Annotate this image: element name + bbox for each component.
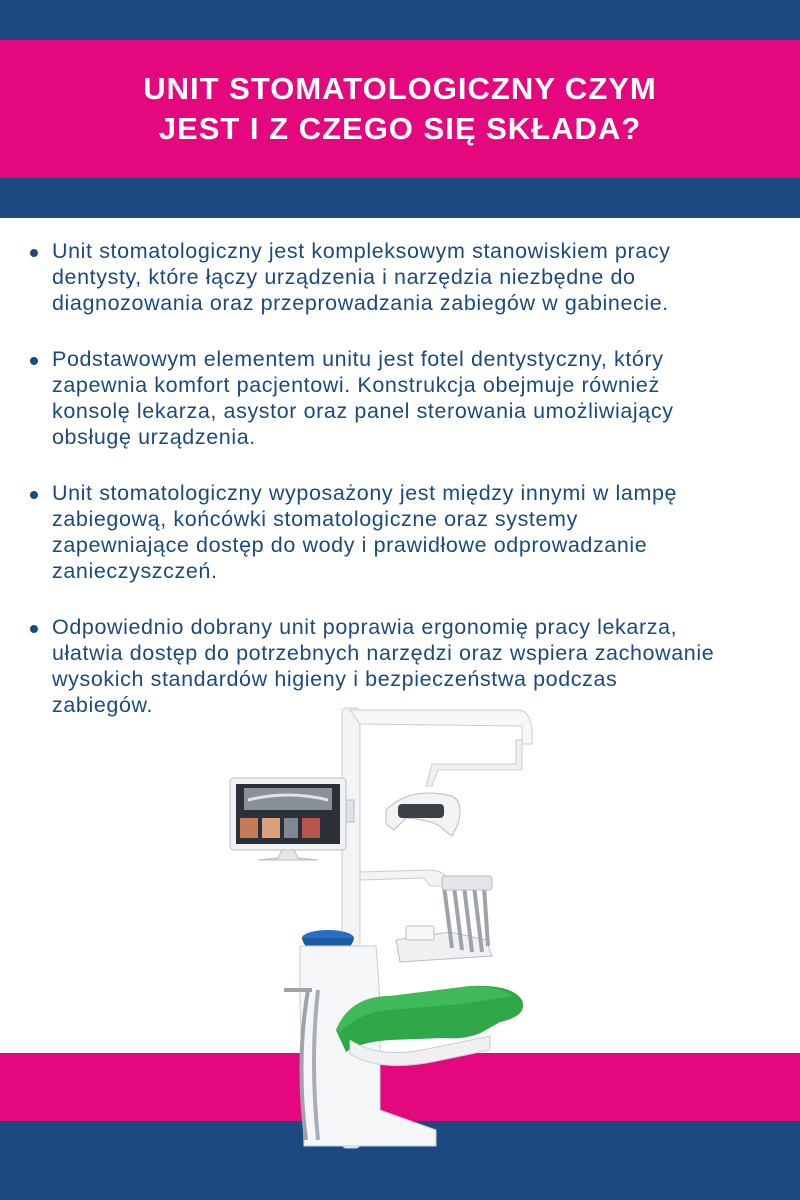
bullet-dot-icon [30,357,38,365]
dental-unit-illustration [200,700,540,1160]
monitor-mount [346,800,354,822]
bullet-dot-icon [30,491,38,499]
bullet-item [28,480,798,584]
handpieces-icon [396,876,492,962]
dental-lamp-icon [386,793,460,836]
bullet-list [28,238,798,748]
bullet-text: Podstawowym elementem unitu jest fotel dentystyczny, który zapewnia komfort pacjentowi. Konstrukcja obejmuje również konsolę lekarza, asystor oraz panel sterowania umożliwiający obsługę urządzenia. [52,347,674,449]
bullet-item [28,346,798,450]
lamp-arm [350,710,532,744]
bullet-dot-icon [30,249,38,257]
page-title-line-1: UNIT STOMATOLOGICZNY CZYM [143,71,657,106]
under-title-navy-band [0,178,800,218]
bullet-text: Odpowiednio dobrany unit poprawia ergonomię pracy lekarza, ułatwia dostęp do potrzebnych narzędzi oraz wspiera zachowanie wysokich standardów higieny i bezpieczeństwa podczas zabiegów. [52,615,715,717]
assistant-cabinet [300,946,436,1146]
monitor-icon [230,778,346,860]
lamp-arm-drop [426,740,522,786]
console-arm [360,870,452,886]
bullet-item [28,238,798,316]
bullet-dot-icon [30,625,38,633]
title-banner [0,40,800,178]
bullet-text: Unit stomatologiczny jest kompleksowym stanowiskiem pracy dentysty, które łączy urządzenia i narzędzia niezbędne do diagnozowania oraz przeprowadzania zabiegów w gabinecie. [52,239,671,315]
page-title-line-2: JEST I Z CZEGO SIĘ SKŁADA? [158,111,642,146]
top-navy-band [0,0,800,40]
bullet-text: Unit stomatologiczny wyposażony jest między innymi w lampę zabiegową, końcówki stomatologiczne oraz systemy zapewniające dostęp do wody i prawidłowe odprowadzanie zanieczyszczeń. [52,481,678,583]
